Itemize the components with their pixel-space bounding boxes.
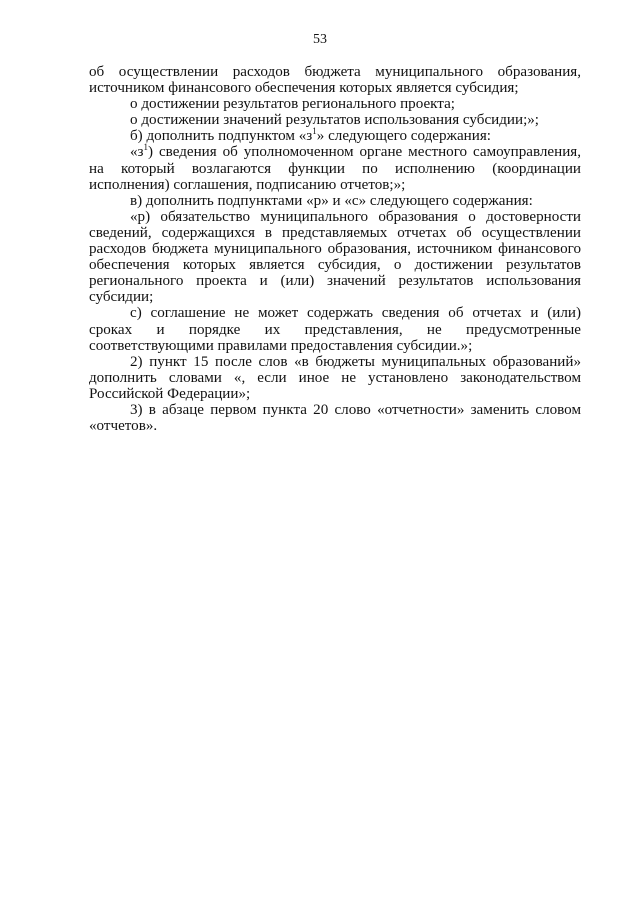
document-body [89,64,581,434]
paragraph-item-3: 3) в абзаце первом пункта 20 слово «отчетности» заменить словом «отчетов». [89,401,581,435]
paragraph-subitem-z1-after: ) сведения об уполномоченном органе местного самоуправления, на который возлагаются функции по исполнению (координации исполнения) соглашения, подписанию отчетов;»; [89,144,581,193]
paragraph-subitem-b [89,128,581,144]
paragraph-subitem-z1 [89,144,581,192]
paragraph-subitem-z1-before: «з [130,144,144,161]
paragraph-subitem-s: с) соглашение не может содержать сведения об отчетах и (или) сроках и порядке их представления, не предусмотренные соответствующими правилами предоставления субсидии.»; [89,305,581,354]
paragraph-subitem-v: в) дополнить подпунктами «р» и «с» следующего содержания: [130,192,533,209]
superscript-marker: 1 [143,142,149,153]
page-number: 53 [313,32,327,47]
paragraph-subitem-b-after: » следующего содержания: [316,128,491,145]
superscript-marker: 1 [312,126,317,137]
paragraph-subitem-r: «р) обязательство муниципального образования о достоверности сведений, содержащихся в представляемых отчетах об осуществлении расходов бюджета муниципального образования, источником финансового обеспечения которых является субсидия, о достижении результатов регионального проекта и (или) значений результатов использования субсидии; [89,208,581,306]
paragraph-subitem-b-before: б) дополнить подпунктом «з [130,128,313,145]
paragraph-item-2: 2) пункт 15 после слов «в бюджеты муниципальных образований» дополнить словами «, если иное не установлено законодательством Российской Федерации»; [89,353,581,402]
paragraph-subsidy-usage-results: о достижении значений результатов использования субсидии;»; [130,112,540,129]
paragraph-regional-project-results: о достижении результатов регионального проекта; [130,96,455,113]
paragraph-continuation: об осуществлении расходов бюджета муниципального образования, источником финансового обеспечения которых является субсидия; [89,64,581,97]
